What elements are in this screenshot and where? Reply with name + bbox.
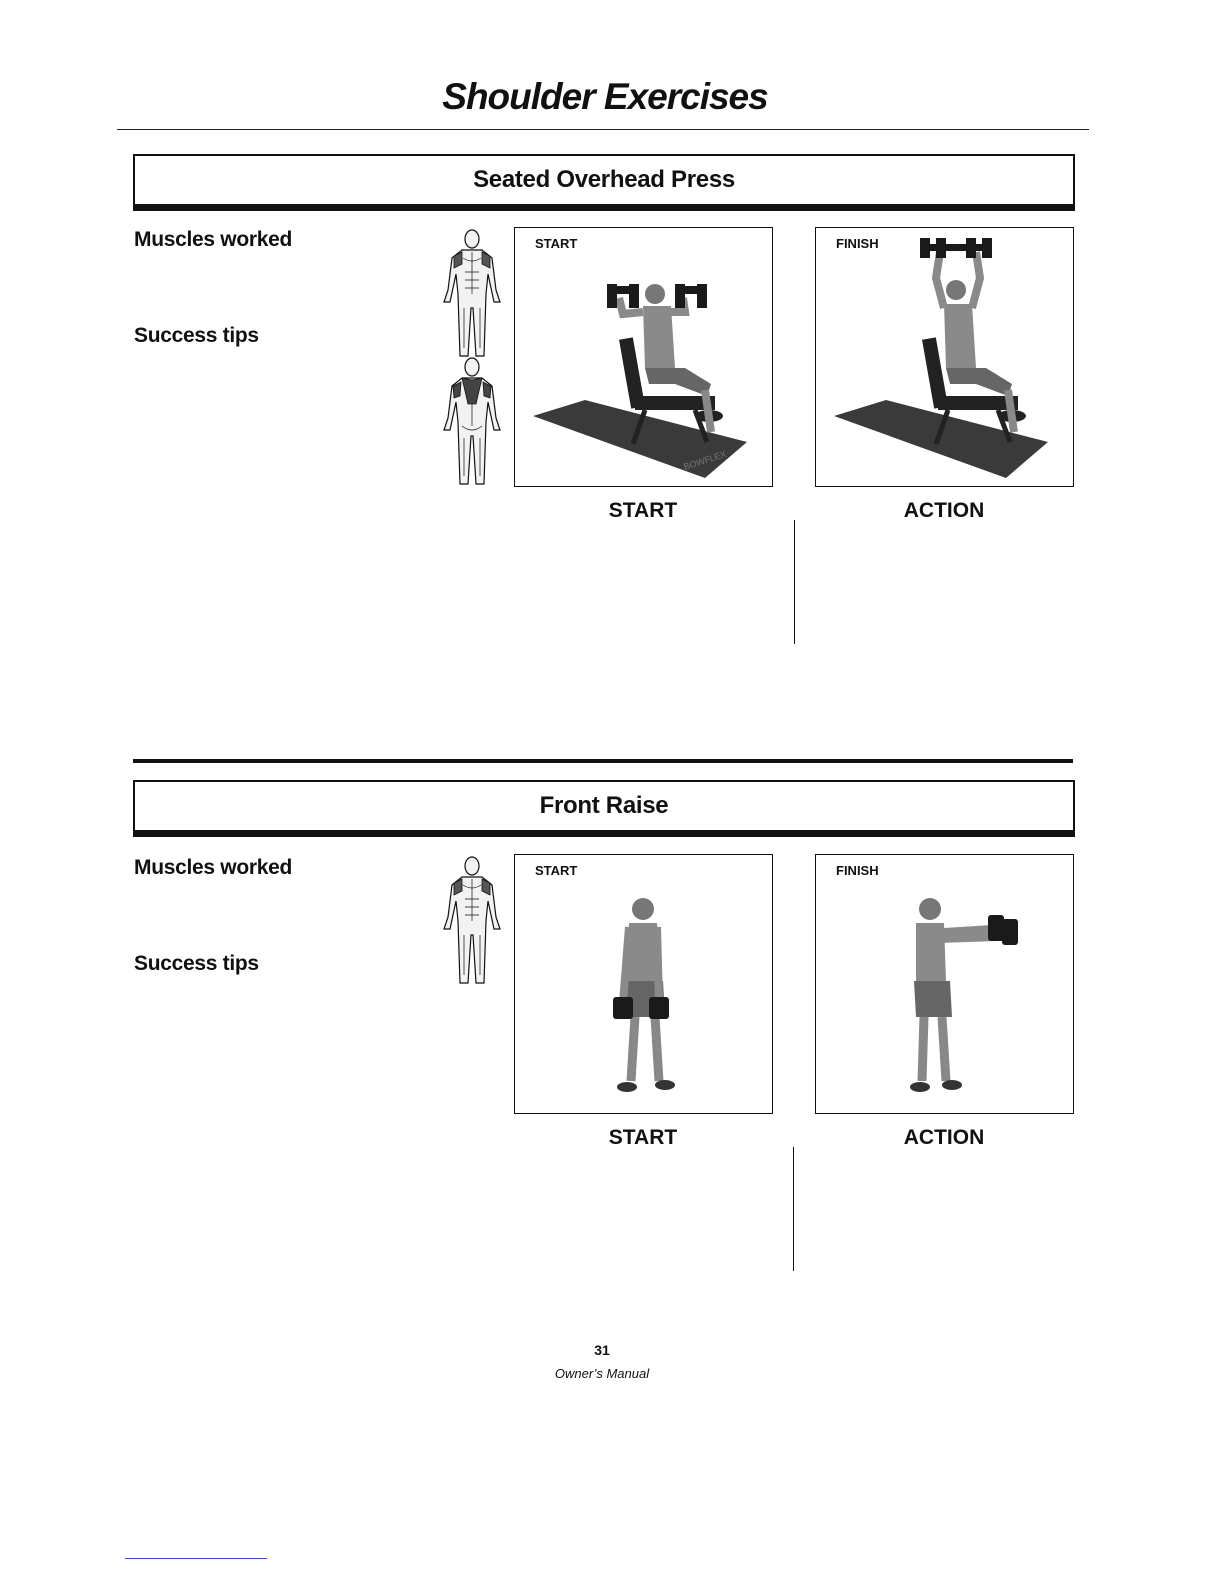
front-raise-start-illustration <box>515 855 773 1114</box>
front-raise-finish-illustration <box>816 855 1074 1114</box>
finish-photo-tag: FINISH <box>836 236 879 251</box>
finish-photo <box>815 227 1074 487</box>
start-photo-tag: START <box>535 863 578 878</box>
footer-text: Owner’s Manual <box>554 1366 650 1381</box>
finish-photo-tag: FINISH <box>836 863 879 878</box>
finish-photo <box>815 854 1074 1114</box>
success-tips-label: Success tips <box>134 324 259 347</box>
action-caption: ACTION <box>903 499 985 522</box>
start-photo-tag: START <box>535 236 578 251</box>
start-photo <box>514 854 773 1114</box>
anatomy-front-icon <box>440 228 504 358</box>
mat-brand-text: BOWFLEX <box>682 448 728 472</box>
start-caption: START <box>608 499 678 522</box>
muscles-worked-label: Muscles worked <box>134 228 293 251</box>
page-title: Shoulder Exercises <box>442 76 768 117</box>
page-number: 31 <box>594 1342 610 1358</box>
start-caption: START <box>608 1126 678 1149</box>
footer-rule <box>125 1558 267 1559</box>
anatomy-front-icon <box>440 855 504 985</box>
section-divider <box>133 759 1073 763</box>
column-divider <box>794 520 795 644</box>
column-divider <box>793 1147 794 1271</box>
exercise-title-box <box>133 154 1075 211</box>
exercise-title: Front Raise <box>539 792 669 819</box>
muscles-worked-label: Muscles worked <box>134 856 293 879</box>
title-divider <box>117 129 1089 130</box>
exercise-title: Seated Overhead Press <box>473 166 735 193</box>
seated-press-finish-illustration <box>816 228 1074 487</box>
anatomy-back-icon <box>440 356 504 486</box>
start-photo <box>514 227 773 487</box>
seated-press-start-illustration <box>515 228 773 487</box>
exercise-title-box <box>133 780 1075 837</box>
action-caption: ACTION <box>903 1126 985 1149</box>
success-tips-label: Success tips <box>134 952 259 975</box>
